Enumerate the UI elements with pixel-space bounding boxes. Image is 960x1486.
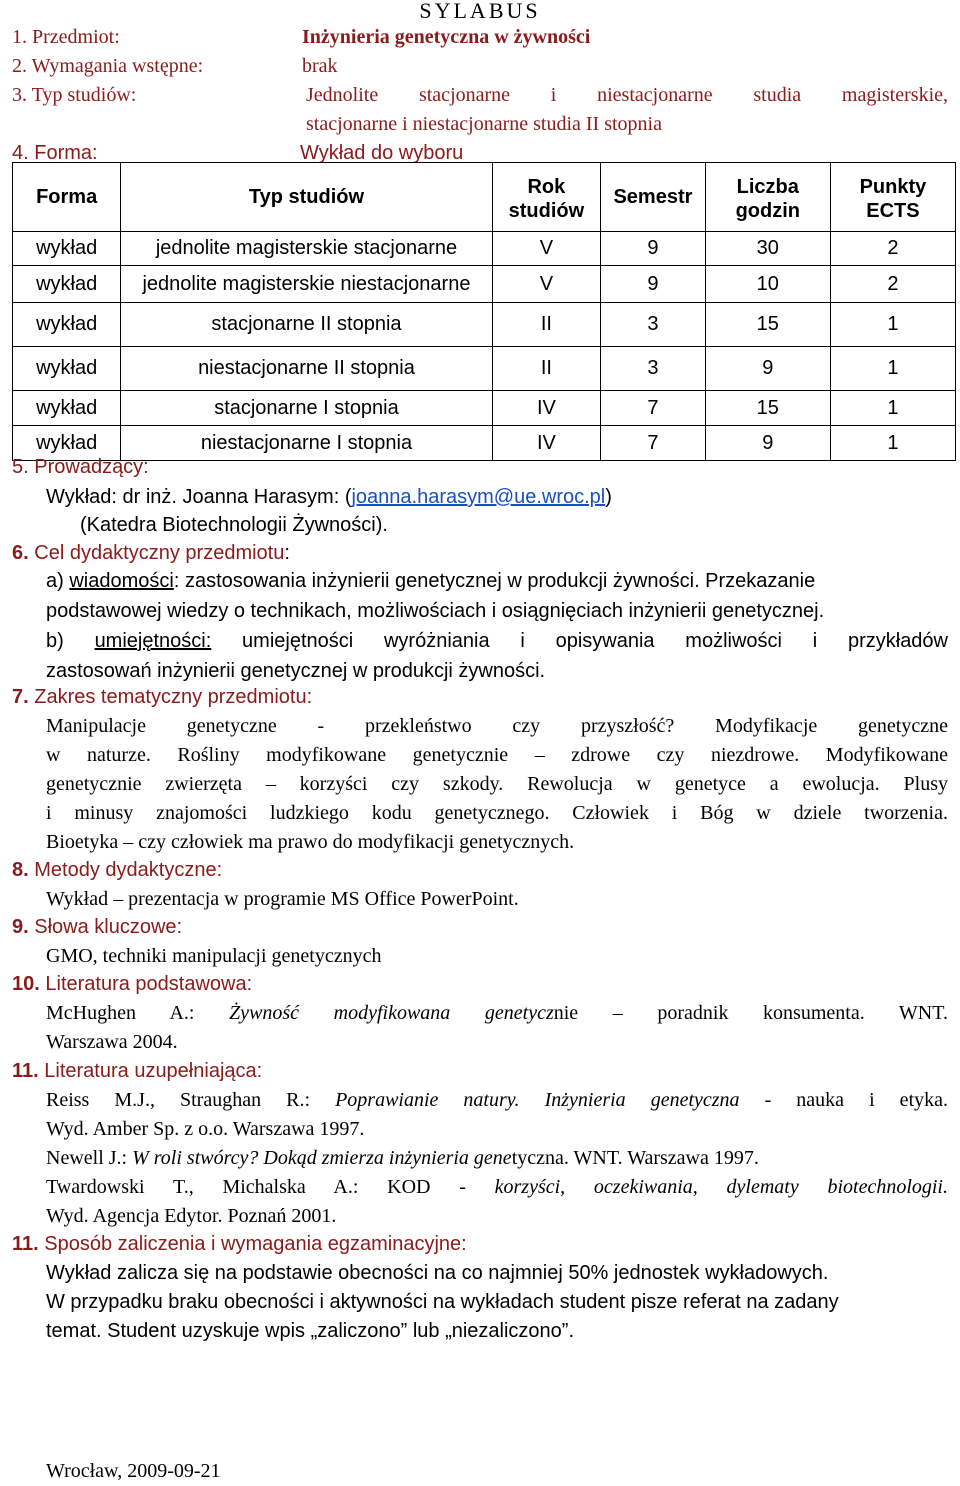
assessment-line-1: Wykład zalicza się na podstawie obecności na co najmniej 50% jednostek wykładowych. (46, 1262, 829, 1284)
section-10-number: 10. (12, 973, 40, 995)
table-row (13, 232, 956, 266)
extra-lit-1-title: Poprawianie natury. Inżynieria genetyczna (335, 1089, 740, 1111)
goal-a-term: wiadomości (69, 570, 174, 592)
topic-line-1: Manipulacje genetyczne - przekleństwo czy przyszłość? Modyfikacje genetyczne (46, 715, 948, 737)
section-12-number: 11. (12, 1233, 39, 1255)
basic-literature-line1 (46, 1002, 948, 1025)
assessment-line-3: temat. Student uzyskuje wpis „zaliczono” lub „niezaliczono”. (46, 1320, 575, 1342)
goal-b-term: umiejętności: (94, 630, 212, 652)
goal-a-line2: podstawowej wiedzy o technikach, możliwościach i osiągnięciach inżynierii genetycznej. (46, 600, 825, 622)
section-6-heading (12, 542, 290, 565)
cell-typ: niestacjonarne I stopnia (121, 426, 492, 461)
section-11-title: Literatura uzupełniająca: (44, 1060, 263, 1082)
cell-typ: jednolite magisterskie stacjonarne (121, 232, 492, 266)
cell-semestr: 9 (601, 266, 706, 303)
section-6-colon: : (284, 542, 290, 564)
cell-ects: 2 (830, 232, 955, 266)
cell-godzin: 10 (705, 266, 830, 303)
section-5-number: 5. (12, 456, 29, 478)
methods-text: Wykład – prezentacja w programie MS Office PowerPoint. (46, 888, 519, 910)
extra-literature-line2: Wyd. Amber Sp. z o.o. Warszawa 1997. (46, 1118, 365, 1140)
lecturer-department: (Katedra Biotechnologii Żywności). (80, 514, 388, 536)
extra-lit-2-title: W roli stwórcy? Dokąd zmierza inżynieria gene (132, 1147, 512, 1169)
section-10-heading (12, 973, 252, 996)
table-row (13, 391, 956, 426)
cell-rok: II (492, 303, 601, 347)
lecturer-paren-close: ) (605, 486, 612, 508)
cell-forma: wykład (13, 426, 121, 461)
section-8-heading (12, 859, 222, 882)
header-rok-line2: studiów (508, 200, 585, 222)
goal-a-prefix: a) (46, 570, 70, 592)
basic-lit-author: McHughen A.: (46, 1002, 230, 1024)
cell-forma: wykład (13, 391, 121, 426)
cell-godzin: 15 (705, 391, 830, 426)
cell-rok: IV (492, 426, 601, 461)
section-9-heading (12, 916, 182, 939)
extra-literature-line3 (46, 1147, 759, 1170)
table-header-row (13, 163, 956, 232)
section-9-title: Słowa kluczowe: (34, 916, 183, 938)
goal-b-text: umiejętności wyróżniania i opisywania możliwości i przykładów (211, 630, 948, 652)
extra-literature-line5: Wyd. Agencja Edytor. Poznań 2001. (46, 1205, 337, 1227)
section-4-label: 4. Forma: (12, 142, 98, 164)
header-rok-line1: Rok (527, 176, 566, 198)
cell-ects: 1 (830, 391, 955, 426)
goal-a-text: : zastosowania inżynierii genetycznej w produkcji żywności. Przekazanie (173, 570, 816, 592)
lecturer-name: Wykład: dr inż. Joanna Harasym: ( (46, 486, 352, 508)
section-11-number: 11. (12, 1060, 39, 1082)
cell-rok: II (492, 347, 601, 391)
goal-b-line2: zastosowań inżynierii genetycznej w produkcji żywności. (46, 660, 546, 682)
cell-forma: wykład (13, 347, 121, 391)
place-and-date: Wrocław, 2009-09-21 (46, 1460, 221, 1482)
basic-literature-line2: Warszawa 2004. (46, 1031, 178, 1053)
goal-b-prefix: b) (46, 630, 95, 652)
extra-lit-2-rest: tyczna. WNT. Warszawa 1997. (511, 1147, 759, 1169)
header-liczba-line2: godzin (735, 200, 800, 222)
basic-lit-title: Żywność modyfikowana genetycz (229, 1002, 554, 1024)
header-liczba-line1: Liczba (736, 176, 799, 198)
cell-ects: 1 (830, 426, 955, 461)
section-8-number: 8. (12, 859, 29, 881)
section-2-label: 2. Wymagania wstępne: (12, 55, 204, 77)
cell-rok: V (492, 266, 601, 303)
header-punkty-ects (830, 163, 955, 232)
section-2-value: brak (302, 55, 338, 77)
cell-godzin: 9 (705, 426, 830, 461)
basic-lit-rest: nie – poradnik konsumenta. WNT. (553, 1002, 948, 1024)
section-5-heading (12, 456, 149, 479)
section-8-title: Metody dydaktyczne: (34, 859, 223, 881)
cell-rok: IV (492, 391, 601, 426)
header-liczba-godzin (705, 163, 830, 232)
cell-typ: niestacjonarne II stopnia (121, 347, 492, 391)
cell-godzin: 30 (705, 232, 830, 266)
section-6-number: 6. (12, 542, 29, 564)
study-table (12, 162, 956, 461)
table-row (13, 347, 956, 391)
topic-line-2: w naturze. Rośliny modyfikowane genetycznie – zdrowe czy niezdrowe. Modyfikowane (46, 744, 948, 766)
extra-literature-line1 (46, 1089, 948, 1112)
goal-a-line1 (46, 570, 815, 593)
section-5-title: Prowadzący: (34, 456, 149, 478)
extra-lit-3-title: korzyści, oczekiwania, dylematy biotechnologii. (494, 1176, 948, 1198)
section-7-number: 7. (12, 686, 29, 708)
extra-lit-1-rest: - nauka i etyka. (739, 1089, 948, 1111)
section-3-value-line2: stacjonarne i niestacjonarne studia II stopnia (306, 113, 662, 135)
cell-semestr: 3 (601, 347, 706, 391)
cell-forma: wykład (13, 266, 121, 303)
cell-semestr: 3 (601, 303, 706, 347)
lecturer-line (46, 486, 612, 509)
topic-line-5: Bioetyka – czy człowiek ma prawo do modyfikacji genetycznych. (46, 831, 575, 853)
topic-line-3: genetycznie zwierzęta – korzyści czy szkody. Rewolucja w genetyce a ewolucja. Plusy (46, 773, 948, 795)
cell-semestr: 7 (601, 426, 706, 461)
section-12-title: Sposób zaliczenia i wymagania egzaminacyjne: (44, 1233, 467, 1255)
cell-ects: 1 (830, 347, 955, 391)
cell-forma: wykład (13, 232, 121, 266)
section-6-title: Cel dydaktyczny przedmiotu (34, 542, 285, 564)
cell-ects: 2 (830, 266, 955, 303)
header-punkty-line2: ECTS (866, 200, 920, 222)
header-punkty-line1: Punkty (859, 176, 927, 198)
header-forma: Forma (13, 163, 121, 232)
table-row (13, 426, 956, 461)
header-typ-studiow: Typ studiów (121, 163, 492, 232)
cell-semestr: 9 (601, 232, 706, 266)
extra-literature-line4 (46, 1176, 948, 1199)
lecturer-email-link[interactable]: joanna.harasym@ue.wroc.pl (351, 486, 606, 508)
section-3-label: 3. Typ studiów: (12, 84, 137, 106)
cell-forma: wykład (13, 303, 121, 347)
cell-typ: jednolite magisterskie niestacjonarne (121, 266, 492, 303)
header-semestr: Semestr (601, 163, 706, 232)
extra-lit-2-author: Newell J.: (46, 1147, 133, 1169)
section-7-heading (12, 686, 312, 709)
assessment-line-2: W przypadku braku obecności i aktywności na wykładach student pisze referat na zadany (46, 1291, 839, 1313)
page-title: SYLABUS (419, 0, 541, 23)
section-4-value: Wykład do wyboru (300, 142, 464, 164)
section-7-title: Zakres tematyczny przedmiotu: (34, 686, 313, 708)
extra-lit-3-authors: Twardowski T., Michalska A.: KOD - (46, 1176, 495, 1198)
section-1-label: 1. Przedmiot: (12, 26, 120, 48)
extra-lit-1-authors: Reiss M.J., Straughan R.: (46, 1089, 336, 1111)
section-3-value-line1: Jednolite stacjonarne i niestacjonarne studia magisterskie, (306, 84, 948, 106)
header-rok-studiow (492, 163, 601, 232)
cell-godzin: 15 (705, 303, 830, 347)
table-row (13, 303, 956, 347)
keywords-text: GMO, techniki manipulacji genetycznych (46, 945, 382, 967)
cell-ects: 1 (830, 303, 955, 347)
goal-b-line1 (46, 630, 948, 653)
section-9-number: 9. (12, 916, 29, 938)
cell-typ: stacjonarne II stopnia (121, 303, 492, 347)
cell-godzin: 9 (705, 347, 830, 391)
section-11-heading (12, 1060, 262, 1083)
table-row (13, 266, 956, 303)
section-12-heading (12, 1233, 467, 1256)
section-1-value: Inżynieria genetyczna w żywności (302, 26, 591, 48)
cell-semestr: 7 (601, 391, 706, 426)
topic-line-4: i minusy znajomości ludzkiego kodu genetycznego. Człowiek i Bóg w dziele tworzenia. (46, 802, 948, 824)
cell-rok: V (492, 232, 601, 266)
cell-typ: stacjonarne I stopnia (121, 391, 492, 426)
section-10-title: Literatura podstawowa: (45, 973, 253, 995)
